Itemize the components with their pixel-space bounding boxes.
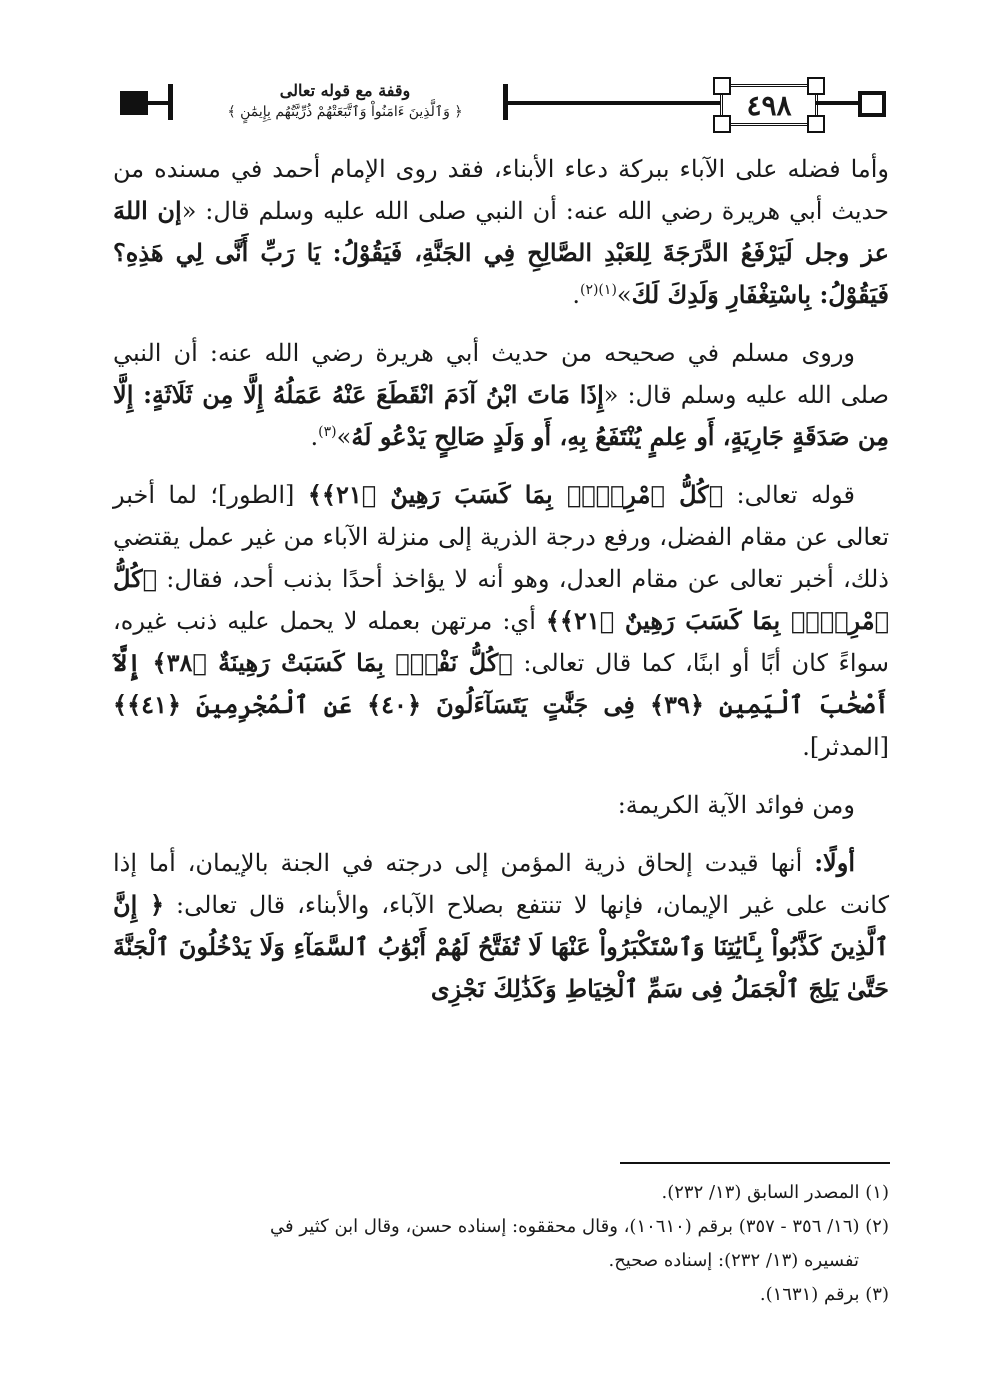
paragraph-4: ومن فوائد الآية الكريمة: xyxy=(617,791,855,819)
header-right-square-ornament xyxy=(858,91,886,117)
paragraph-5 xyxy=(113,842,889,1010)
paragraph-3-intro: قوله تعالى: xyxy=(723,481,856,509)
quran-verse-2: ﴿كُلُّ ٱمْرِيِٕۭ بِمَا كَسَبَ رَهِينٌ ﴿٢١﴾﴾ xyxy=(113,564,890,635)
paragraph-2-intro: وروى مسلم في صحيحه من حديث أبي هريرة رضي الله عنه: أن النبي صلى الله عليه وسلم قال: « xyxy=(113,339,889,409)
footnotes xyxy=(113,1176,889,1312)
footnote-3: (٣) برقم (١٦٣١). xyxy=(759,1284,889,1305)
page-box-corner-ornament xyxy=(713,77,731,95)
hadith-2: إِذَا مَاتَ ابْنُ آدَمَ انْقَطَعَ عَنْهُ عَمَلُهُ إِلَّا مِن ثَلَاثَةٍ: إِلَّا مِن صَدَقَةٍ جَارِيَةٍ، أَو عِلمٍ يُنْتَفَعُ بِهِ، أَو وَلَدٍ صَالِحٍ يَدْعُو لَهُ xyxy=(113,380,889,451)
quran-verse-4: ﴿ إِنَّ ٱلَّذِينَ كَذَّبُواْ بِـَٔايَٰتِنَا وَٱسْتَكْبَرُواْ عَنْهَا لَا تُفَتَّحُ لَهُمْ أَبْوَٰبُ ٱلسَّمَآءِ وَلَا يَدْخُلُونَ ٱلْجَنَّةَ حَتَّىٰ يَلِجَ ٱلْجَمَلُ فِى سَمِّ ٱلْخِيَاطِ وَكَذَٰلِكَ نَجْزِى xyxy=(113,890,889,1003)
page-number: ٤٩٨ xyxy=(746,88,792,122)
footnote-2: (٢) (١٦/ ٣٥٦ - ٣٥٧) برقم (١٠٦١٠)، وقال محققوه: إسناده حسن، وقال ابن كثير في xyxy=(270,1216,889,1237)
quote-close: » xyxy=(616,281,632,309)
running-header xyxy=(190,80,500,122)
paragraph-1-intro: وأما فضله على الآباء ببركة دعاء الأبناء، فقد روى الإمام أحمد في مسنده من حديث أبي هريرة رضي الله عنه: أن النبي صلى الله عليه وسلم قال: « xyxy=(113,155,889,225)
header-left-square-ornament xyxy=(120,91,148,115)
header-left-bar xyxy=(168,84,173,120)
paragraph-3-text-b: أي: مرتهن بعمله لا يحمل عليه ذنب غيره، سواءً كان أبًا أو ابنًا، كما قال تعالى: xyxy=(113,607,889,677)
paragraph-3-text-c: [المدثر]. xyxy=(802,733,889,761)
running-header-title: وقفة مع قوله تعالى xyxy=(279,81,411,100)
point-label: أولًا: xyxy=(814,848,855,877)
quote-close: » xyxy=(336,423,352,451)
footnote-ref-1-2: (١)(٢) xyxy=(579,282,617,298)
paragraph-1 xyxy=(113,148,889,316)
header-left-rule xyxy=(148,101,168,105)
page-box-corner-ornament xyxy=(713,115,731,133)
footnote-separator xyxy=(620,1162,890,1164)
hadith-1: إن اللهَ عز وجل لَيَرْفَعُ الدَّرَجَةَ لِلعَبْدِ الصَّالِحِ فِي الجَنَّةِ، فَيَقُوْلُ: يَا رَبِّ أَنَّى لِي هَذِهِ؟ فَيَقُوْلُ: بِاسْتِغْفَارِ وَلَدِكَ لَكَ xyxy=(113,196,889,309)
page-number-box xyxy=(720,84,818,126)
page-box-corner-ornament xyxy=(807,77,825,95)
paragraph-5-text: أنها قيدت إلحاق ذرية المؤمن إلى درجته في الجنة بالإيمان، أما إذا كانت على غير الإيمان، فإنها لا تنتفع بصلاح الآباء، والأبناء، قال تعالى: xyxy=(113,849,889,919)
paragraph-2 xyxy=(113,332,889,458)
page-box-corner-ornament xyxy=(807,115,825,133)
footnote-1: (١) المصدر السابق (١٣/ ٢٣٢). xyxy=(661,1182,889,1203)
page-header xyxy=(0,78,1004,148)
quran-verse-3: ﴿كُلُّ نَفْسٍۭ بِمَا كَسَبَتْ رَهِينَةٌ ﴿٣٨﴾ إِلَّآ أَصْحَٰبَ ٱلْيَمِينِ ﴿٣٩﴾ فِى جَنَّٰتٍ يَتَسَآءَلُونَ ﴿٤٠﴾ عَنِ ٱلْمُجْرِمِينَ ﴿٤١﴾﴾ xyxy=(113,648,889,719)
header-right-rule xyxy=(815,101,858,105)
footnote-2-continued: تفسيره (١٣/ ٢٣٢): إسناده صحيح. xyxy=(608,1250,859,1271)
running-header-verse: ﴿ وَٱلَّذِينَ ءَامَنُواْ وَٱتَّبَعَتْهُمْ ذُرِّيَّتُهُم بِإِيمَٰنٍ ﴾ xyxy=(227,104,463,120)
main-text xyxy=(113,148,889,1026)
footnote-ref-3: (٣) xyxy=(318,424,337,440)
period: . xyxy=(310,423,319,451)
paragraph-3 xyxy=(113,474,889,768)
quran-verse-1: ﴿كُلُّ ٱمْرِيِٕۭ بِمَا كَسَبَ رَهِينٌ ﴿٢١﴾﴾ xyxy=(307,480,724,509)
header-mid-rule xyxy=(508,101,720,105)
paragraph-3-text-a: [الطور]؛ لما أخبر تعالى عن مقام الفضل، ورفع درجة الذرية إلى منزلة الآباء من غير عمل يقتضي ذلك، أخبر تعالى عن مقام العدل، وهو أنه لا يؤاخذ أحدًا بذنب أحد، فقال: xyxy=(113,481,889,593)
period: . xyxy=(572,281,580,309)
